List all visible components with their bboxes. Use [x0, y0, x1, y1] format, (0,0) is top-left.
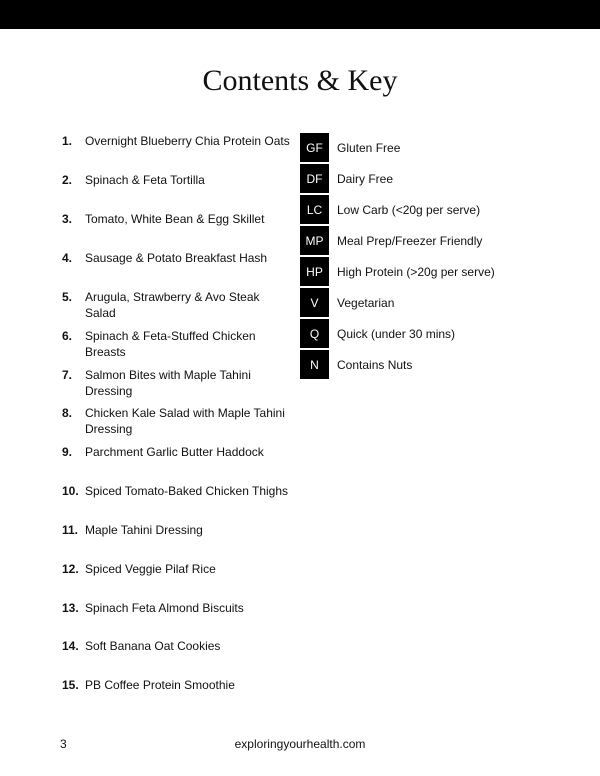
item-number: 10.: [62, 484, 79, 498]
item-name: Sausage & Potato Breakfast Hash: [85, 251, 268, 265]
key-row: [300, 257, 560, 287]
page-number: 3: [60, 737, 67, 751]
key-label: Contains Nuts: [337, 358, 413, 372]
item-number: 14.: [62, 639, 79, 653]
item-number: 4.: [62, 251, 73, 265]
key-row: [300, 288, 560, 318]
item-number: 7.: [62, 368, 73, 382]
item-name: PB Coffee Protein Smoothie: [85, 678, 235, 692]
item-name: Spinach Feta Almond Biscuits: [85, 601, 244, 615]
key-badge: N: [300, 350, 329, 379]
key-badge: DF: [300, 164, 329, 193]
item-number: 1.: [62, 134, 73, 148]
item-name: Chicken Kale Salad with Maple Tahini Dressing: [85, 406, 285, 436]
item-number: 12.: [62, 562, 79, 576]
key-label: Vegetarian: [337, 296, 395, 310]
key-row: [300, 133, 560, 163]
page-title: Contents & Key: [202, 64, 398, 97]
key-label: Meal Prep/Freezer Friendly: [337, 234, 483, 248]
item-name: Spinach & Feta Tortilla: [85, 173, 205, 187]
key-label: Quick (under 30 mins): [337, 327, 456, 341]
item-number: 5.: [62, 290, 73, 304]
item-name: Parchment Garlic Butter Haddock: [85, 445, 264, 459]
item-number: 3.: [62, 212, 73, 226]
item-name: Spiced Veggie Pilaf Rice: [85, 562, 216, 576]
key-label: Dairy Free: [337, 172, 394, 186]
key-label: Gluten Free: [337, 141, 401, 155]
key-row: [300, 195, 560, 225]
item-name: Spiced Tomato-Baked Chicken Thighs: [85, 484, 289, 498]
key-badge: HP: [300, 257, 329, 286]
key-row: [300, 350, 560, 380]
key-row: [300, 319, 560, 349]
item-name: Overnight Blueberry Chia Protein Oats: [85, 134, 290, 148]
item-number: 9.: [62, 445, 73, 459]
key-badge: MP: [300, 226, 329, 255]
key-badge: V: [300, 288, 329, 317]
key-label: High Protein (>20g per serve): [337, 265, 495, 279]
key-row: [300, 164, 560, 194]
item-number: 15.: [62, 678, 79, 692]
key-row: [300, 226, 560, 256]
key-badge: GF: [300, 133, 329, 162]
item-number: 2.: [62, 173, 73, 187]
footer-url: exploringyourhealth.com: [234, 737, 366, 751]
item-number: 8.: [62, 406, 73, 420]
item-number: 11.: [62, 523, 79, 537]
item-number: 6.: [62, 329, 73, 343]
key-badge: Q: [300, 319, 329, 348]
item-name: Spinach & Feta-Stuffed Chicken Breasts: [85, 329, 256, 359]
item-number: 13.: [62, 601, 79, 615]
item-name: Salmon Bites with Maple Tahini Dressing: [85, 368, 251, 398]
item-name: Maple Tahini Dressing: [85, 523, 203, 537]
item-name: Tomato, White Bean & Egg Skillet: [85, 212, 265, 226]
key-label: Low Carb (<20g per serve): [337, 203, 481, 217]
item-name: Soft Banana Oat Cookies: [85, 639, 221, 653]
key-badge: LC: [300, 195, 329, 224]
item-name: Arugula, Strawberry & Avo Steak Salad: [85, 290, 260, 320]
top-bar: [0, 0, 600, 29]
